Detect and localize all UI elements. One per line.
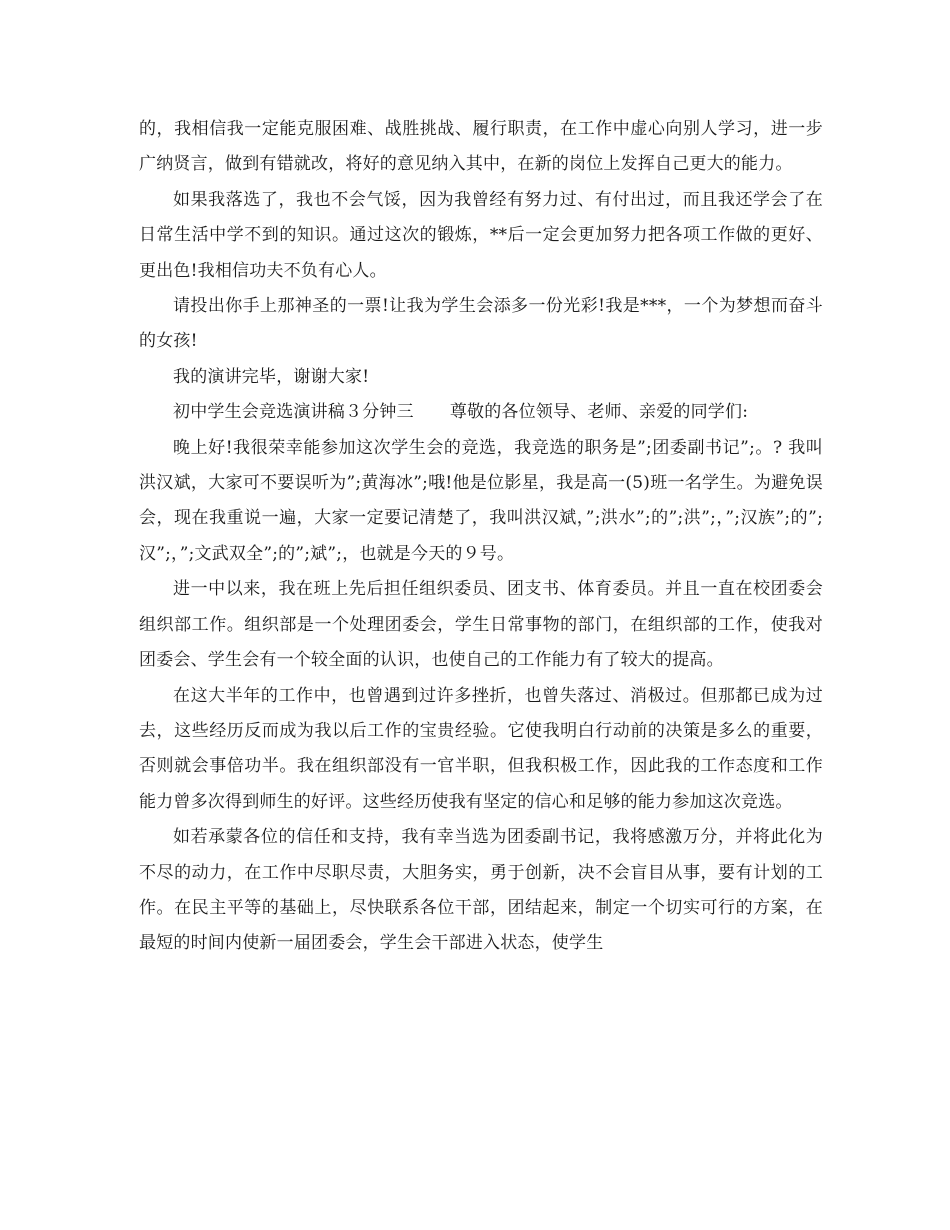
section-title: 初中学生会竞选演讲稿３分钟三: [173, 402, 414, 423]
section-heading: [139, 395, 823, 430]
paragraph-8: 如若承蒙各位的信任和支持，我有幸当选为团委副书记，我将感激万分，并将此化为不尽的动力，在工作中尽职尽责，大胆务实，勇于创新，决不会盲目从事，要有计划的工作。在民主平等的基础上，尽快联系各位干部，团结起来，制定一个切实可行的方案，在最短的时间内使新一届团委会，学生会干部进入状态，使学生: [139, 827, 823, 954]
salutation: 尊敬的各位领导、老师、亲爱的同学们:: [449, 402, 749, 423]
paragraph-4: 我的演讲完毕，谢谢大家!: [173, 366, 370, 387]
paragraph-2: 如果我落选了，我也不会气馁，因为我曾经有努力过、有付出过，而且我还学会了在日常生活中学不到的知识。通过这次的锻炼，**后一定会更加努力把各项工作做的更好、更出色!我相信功夫不负有心人。: [139, 189, 823, 281]
paragraph-1: 的，我相信我一定能克服困难、战胜挑战、履行职责，在工作中虚心向别人学习，进一步广纳贤言，做到有错就改，将好的意见纳入其中，在新的岗位上发挥自己更大的能力。: [139, 119, 823, 175]
paragraph-5: 晚上好!我很荣幸能参加这次学生会的竞选，我竞选的职务是”;团委副书记”;。? 我叫洪汉斌，大家可不要误听为”;黄海冰”;哦!他是位影星，我是高一(5)班一名学生。为避免误会，现在我重说一遍，大家一定要记清楚了，我叫洪汉斌，”;洪水”;的”;洪”;，”;汉族”;的”;汉”;，”;文武双全”;的”;斌”;，也就是今天的９号。: [139, 437, 823, 564]
paragraph-7: 在这大半年的工作中，也曾遇到过许多挫折，也曾失落过、消极过。但那都已成为过去，这些经历反而成为我以后工作的宝贵经验。它使我明白行动前的决策是多么的重要，否则就会事倍功半。我在组织部没有一官半职，但我积极工作，因此我的工作态度和工作能力曾多次得到师生的好评。这些经历使我有坚定的信心和足够的能力参加这次竞选。: [139, 685, 823, 812]
document-body: [139, 112, 823, 962]
paragraph-6: 进一中以来，我在班上先后担任组织委员、团支书、体育委员。并且一直在校团委会组织部工作。组织部是一个处理团委会，学生日常事物的部门，在组织部的工作，使我对团委会、学生会有一个较全面的认识，也使自己的工作能力有了较大的提高。: [139, 579, 823, 671]
paragraph-3: 请投出你手上那神圣的一票!让我为学生会添多一份光彩!我是***，一个为梦想而奋斗的女孩!: [139, 296, 823, 352]
